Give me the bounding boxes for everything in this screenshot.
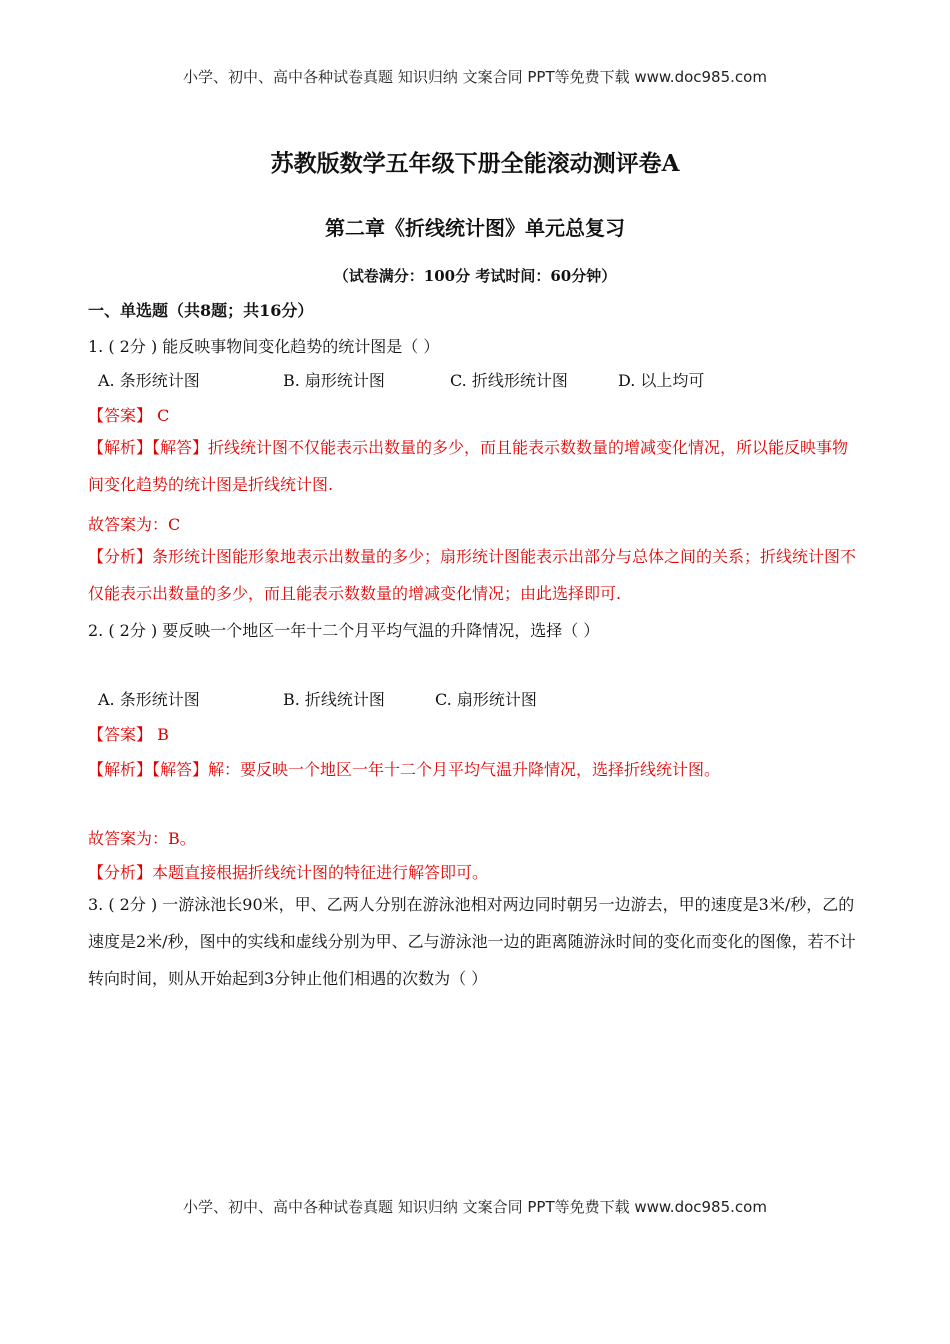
q2-conclusion: 故答案为：B。 — [88, 829, 196, 848]
q1-analysis — [88, 429, 863, 503]
answer-value: C — [157, 406, 170, 425]
q1-answer — [88, 403, 169, 426]
q1-options — [98, 368, 704, 391]
answer-value: B — [157, 725, 169, 744]
reason-text: 条形统计图能形象地表示出数量的多少；扇形统计图能表示出部分与总体之间的关系；折线统计图不仅能表示出数量的多少，而且能表示数数量的增减变化情况；由此选择即可. — [88, 547, 857, 603]
q3-stem: 3. ( 2分 ) 一游泳池长90米，甲、乙两人分别在游泳池相对两边同时朝另一边游去，甲的速度是3米/秒，乙的速度是2米/秒，图中的实线和虚线分别为甲、乙与游泳池一边的距离随游泳时间的变化而变化的图像，若不计转向时间，则从开始起到3分钟止他们相遇的次数为（ ） — [88, 895, 856, 988]
reason-label: 【分析】 — [88, 547, 153, 566]
q2-options — [98, 687, 537, 710]
answer-label: 【答案】 — [88, 725, 153, 744]
q2-stem: 2. ( 2分 ) 要反映一个地区一年十二个月平均气温的升降情况，选择（ ） — [88, 621, 600, 640]
q1-option-b: B. 扇形统计图 — [283, 371, 385, 390]
q1-option-c: C. 折线形统计图 — [450, 371, 568, 390]
document-title: 苏教版数学五年级下册全能滚动测评卷A — [270, 150, 680, 177]
analysis-text: 解：要反映一个地区一年十二个月平均气温升降情况，选择折线统计图。 — [208, 760, 721, 779]
page-footer: 小学、初中、高中各种试卷真题 知识归纳 文案合同 PPT等免费下载 www.doc985.com — [183, 1198, 767, 1216]
exam-info: （试卷满分：100分 考试时间：60分钟） — [333, 267, 617, 285]
q1-conclusion: 故答案为：C — [88, 515, 181, 534]
q2-reason — [88, 860, 488, 883]
q1-option-d: D. 以上均可 — [618, 371, 705, 390]
analysis-label: 【解析】【解答】 — [88, 438, 209, 457]
analysis-text: 折线统计图不仅能表示出数量的多少，而且能表示数数量的增减变化情况，所以能反映事物间变化趋势的统计图是折线统计图. — [88, 438, 849, 494]
q2-option-b: B. 折线统计图 — [283, 690, 385, 709]
q1-reason — [88, 538, 863, 612]
chapter-title: 第二章《折线统计图》单元总复习 — [325, 216, 625, 240]
q2-analysis — [88, 757, 720, 780]
reason-text: 本题直接根据折线统计图的特征进行解答即可。 — [152, 863, 489, 882]
q1-stem: 1. ( 2分 ) 能反映事物间变化趋势的统计图是（ ） — [88, 337, 440, 356]
answer-label: 【答案】 — [88, 406, 153, 425]
section-heading: 一、单选题（共8题；共16分） — [88, 301, 314, 320]
q2-answer — [88, 722, 169, 745]
q2-option-a: A. 条形统计图 — [98, 690, 200, 709]
reason-label: 【分析】 — [88, 863, 153, 882]
q1-option-a: A. 条形统计图 — [98, 371, 200, 390]
analysis-label: 【解析】【解答】 — [88, 760, 209, 779]
q2-option-c: C. 扇形统计图 — [435, 690, 537, 709]
page-header: 小学、初中、高中各种试卷真题 知识归纳 文案合同 PPT等免费下载 www.doc985.com — [183, 68, 767, 86]
